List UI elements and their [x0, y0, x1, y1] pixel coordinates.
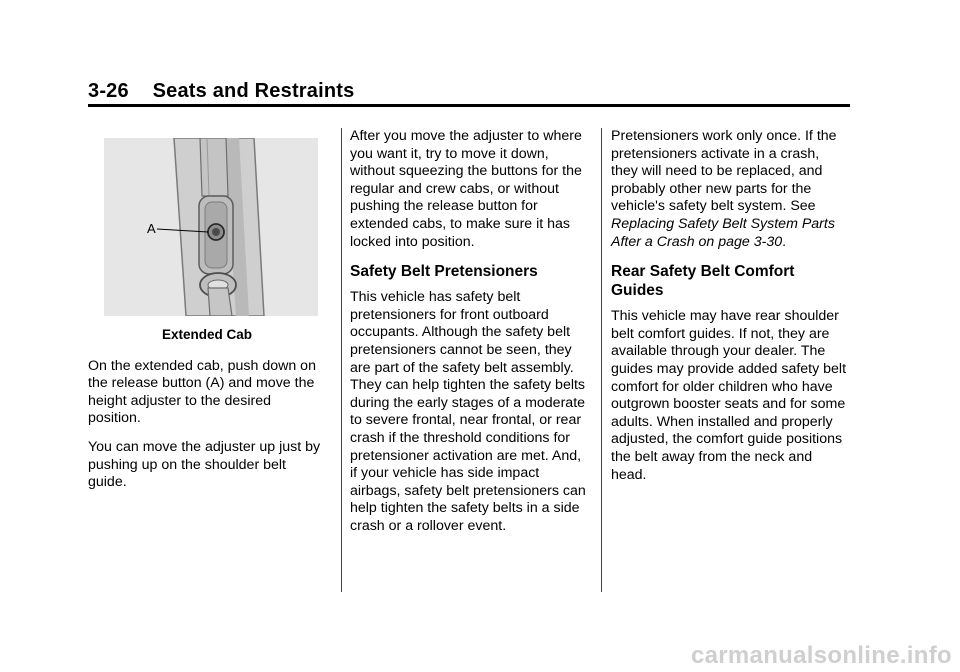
- paragraph: On the extended cab, push down on the release button (A) and move the height adjuster to the desired position.: [88, 357, 316, 427]
- column-divider-left: [341, 128, 342, 592]
- paragraph: This vehicle has safety belt pretensioners for front outboard occupants. Although the safety belt pretensioners cannot be seen, they are part of the safety belt assembly. They can help tighten the safety belts during the early stages of a moderate to severe frontal, near frontal, or rear crash if the threshold conditions for pretensioner activation are met. And, if your vehicle has side impact airbags, safety belt pretensioners can help tighten the safety belts in a side crash or a rollover event.: [350, 289, 586, 534]
- left-column: [88, 128, 326, 503]
- belt-adjuster-figure: [104, 138, 318, 316]
- header-rule: [88, 104, 850, 107]
- page-header: [88, 80, 354, 103]
- middle-column: [350, 128, 588, 546]
- column-divider-right: [601, 128, 602, 592]
- figure-callout-a: A: [147, 221, 156, 236]
- watermark: carmanualsonline.info: [690, 642, 952, 669]
- paragraph: You can move the adjuster up just by pushing up on the shoulder belt guide.: [88, 438, 321, 491]
- section-heading: Safety Belt Pretensioners: [350, 263, 538, 281]
- paragraph: This vehicle may have rear shoulder belt comfort guides. If not, they are available through your dealer. The guides may provide added safety belt comfort for older children who have outgrown booster seats and for some adults. When installed and properly adjusted, the comfort guide positions the belt away from the neck and head.: [611, 308, 847, 483]
- paragraph-text: Pretensioners work only once. If the pretensioners activate in a crash, they will need to be replaced, and probably other new parts for the vehicle's safety belt system. See: [611, 128, 837, 215]
- right-column: [611, 128, 849, 495]
- page-number: 3-26: [88, 80, 129, 102]
- paragraph: After you move the adjuster to where you want it, try to move it down, without squeezing the buttons for the regular and crew cabs, or without pushing the release button for extended cabs, to make sure it has locked into position.: [350, 128, 582, 250]
- section-title: Seats and Restraints: [152, 80, 355, 102]
- belt-adjuster-illustration: [104, 138, 318, 316]
- paragraph: [611, 128, 849, 251]
- section-heading: Rear Safety Belt Comfort Guides: [611, 263, 795, 300]
- cross-reference-link[interactable]: Replacing Safety Belt System Parts After a Crash on page 3-30: [611, 215, 835, 250]
- figure-caption: Extended Cab: [161, 327, 253, 342]
- paragraph-end: .: [782, 233, 787, 250]
